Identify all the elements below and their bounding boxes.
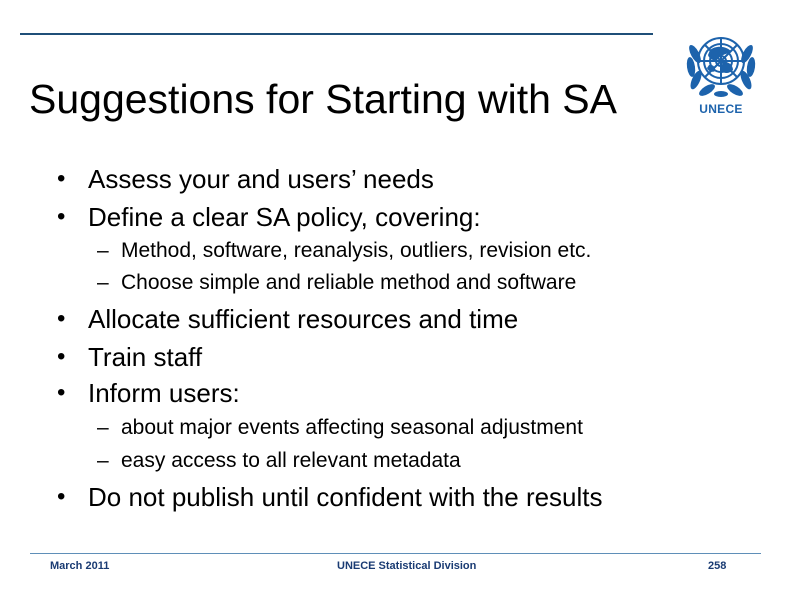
sub-bullet-item: – Choose simple and reliable method and software bbox=[121, 270, 576, 296]
sub-bullet-item: – easy access to all relevant metadata bbox=[121, 448, 461, 474]
bullet-item: • Train staff bbox=[88, 342, 202, 372]
sub-bullet-item: – about major events affecting seasonal adjustment bbox=[121, 415, 583, 441]
bullet-item: • Assess your and users’ needs bbox=[88, 164, 434, 194]
logo-text: UNECE bbox=[699, 102, 743, 116]
footer-divider bbox=[30, 553, 761, 554]
bullet-item: • Inform users: bbox=[88, 378, 240, 408]
page-number: 258 bbox=[708, 560, 727, 572]
bullet-item: • Define a clear SA policy, covering: bbox=[88, 202, 481, 232]
bullet-item: • Do not publish until confident with the results bbox=[88, 482, 603, 512]
bullet-item: • Allocate sufficient resources and time bbox=[88, 304, 518, 334]
sub-bullet-item: – Method, software, reanalysis, outliers, revision etc. bbox=[121, 238, 591, 264]
footer-organization: UNECE Statistical Division bbox=[337, 560, 477, 572]
slide-title: Suggestions for Starting with SA bbox=[29, 76, 617, 122]
footer-date: March 2011 bbox=[50, 560, 110, 572]
